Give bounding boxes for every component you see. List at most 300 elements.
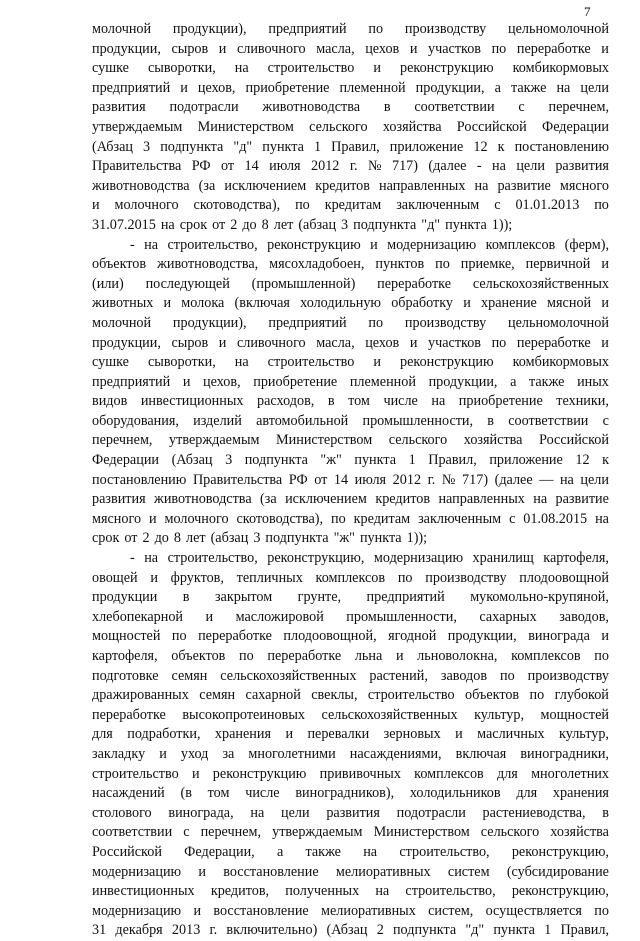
text-line (92, 79, 609, 99)
word: цехов, (197, 79, 236, 96)
word: молочной (92, 21, 152, 37)
word: сливочного (236, 40, 306, 57)
text-line (92, 20, 609, 40)
word: сахарной (245, 687, 301, 704)
word: Российской (539, 432, 609, 449)
word: по (435, 256, 450, 273)
word: масла, (316, 40, 355, 57)
word: производству (527, 667, 609, 684)
word: 2012 (392, 471, 422, 488)
word: переработке (92, 706, 166, 723)
word: фруктов, (170, 569, 224, 586)
word: реконструкцию (212, 765, 307, 782)
word: и (218, 334, 227, 351)
word: подпункта (392, 922, 457, 939)
text-line (92, 431, 609, 451)
word: 717) (462, 471, 489, 488)
word: заводов, (559, 608, 609, 625)
word: животноводства, (157, 256, 259, 273)
word: цели (580, 471, 609, 488)
word: лет (186, 530, 206, 547)
text-line (92, 471, 609, 491)
word: "д" (421, 216, 441, 233)
word: (абзац (298, 216, 337, 233)
word: скотоводства), (236, 510, 324, 527)
word: пункта (445, 216, 487, 233)
text-line (92, 451, 609, 471)
word: масличных (477, 726, 545, 743)
word: 1 (544, 922, 552, 939)
word: предприятий (92, 79, 171, 96)
word: "ж" (333, 530, 355, 547)
word: срок (92, 530, 120, 547)
word: хранение (481, 295, 537, 312)
word: подотрасли (169, 99, 239, 116)
word: Правительства (192, 471, 283, 488)
word: и (180, 79, 188, 96)
word: техники, (556, 393, 609, 410)
word: по (594, 902, 609, 919)
word: (субсидирование (506, 863, 609, 880)
text-line (92, 627, 609, 647)
word: Российской (456, 118, 527, 135)
word: с (494, 197, 501, 214)
word: 1)); (491, 216, 513, 233)
word: и (601, 295, 609, 312)
word: на (160, 216, 175, 233)
word: цельномолочной (508, 21, 609, 37)
word: реконструкцию, (511, 843, 609, 860)
text-line (92, 392, 609, 412)
word: 2 (230, 216, 238, 233)
word: восстановление (213, 902, 309, 919)
word: по (368, 314, 384, 331)
word: г. (349, 158, 358, 175)
word: хранения (214, 726, 272, 743)
word: в (602, 804, 609, 821)
word: продукции, (415, 79, 485, 96)
word: "д" (465, 922, 485, 939)
text-line (92, 529, 609, 549)
text-line (92, 275, 609, 295)
word: направленных (438, 491, 525, 508)
word: и (373, 354, 381, 371)
word: объектов (171, 648, 226, 664)
word: производству (404, 21, 487, 37)
word: 3 (341, 216, 349, 233)
word: пункта (359, 530, 402, 547)
word: а (510, 373, 517, 390)
word: продукции), (172, 314, 247, 331)
word: переработке (516, 334, 591, 351)
word: ягодной (388, 628, 437, 645)
word: 01.01.2013 (515, 197, 580, 214)
word: РФ (288, 471, 308, 488)
text-line (92, 196, 609, 216)
word: масложировой (235, 608, 324, 625)
word: (за (260, 491, 277, 508)
word: утверждаемым (272, 824, 363, 841)
word: уход (180, 745, 209, 762)
word: на (363, 843, 378, 860)
word: свеклы, (311, 687, 358, 704)
word: на (492, 158, 506, 175)
word: и (285, 726, 294, 743)
word: и (601, 256, 609, 273)
word: 717) (391, 158, 418, 175)
word: перечнем, (200, 824, 262, 841)
word: для (516, 785, 538, 802)
word: сливочного (236, 334, 306, 351)
word: сушке (92, 354, 129, 371)
word: первичной (525, 256, 591, 273)
word: и (463, 295, 471, 312)
word: строительство, (399, 843, 490, 860)
word: виноградников), (295, 785, 395, 802)
word: оборудования, (92, 412, 179, 429)
word: том (348, 393, 370, 410)
word: цели (281, 804, 310, 821)
word: № (368, 158, 382, 175)
word: июля (269, 158, 301, 175)
word: скотоводства), (193, 197, 281, 214)
text-line (92, 706, 609, 726)
word: переработке (516, 40, 591, 57)
word: пункта (354, 452, 397, 469)
word: 2 (376, 922, 384, 939)
word: продукции, (92, 334, 161, 351)
word: продукции, (428, 373, 498, 390)
word: строительство (267, 60, 355, 77)
word: культур, (559, 726, 609, 743)
word: развитие (497, 177, 551, 194)
word: продукции (92, 589, 158, 606)
word: соответствии (92, 824, 173, 841)
word: промышленности, (362, 412, 474, 429)
word: перечнем, (548, 99, 609, 116)
word: с (183, 824, 190, 841)
word: 12 (473, 138, 488, 155)
word: г. (427, 471, 436, 488)
word: - (130, 550, 135, 567)
word: приобретение (458, 393, 543, 410)
text-line (92, 667, 609, 687)
word: с (602, 412, 609, 429)
word: лет (273, 216, 294, 233)
word: кредитов (315, 177, 370, 194)
word: столового (92, 804, 152, 821)
word: животноводства (92, 177, 190, 194)
word: 8 (261, 216, 269, 233)
word: на (559, 471, 574, 488)
word: комплексов (315, 569, 386, 586)
word: племенной (339, 79, 406, 96)
word: подпункта (265, 530, 329, 547)
word: закладку (92, 745, 146, 762)
word: культур, (474, 706, 525, 723)
word: цели (516, 158, 545, 175)
word: и (370, 236, 378, 253)
word: 3 (143, 138, 151, 155)
word: сельского (309, 118, 368, 135)
word: развития (92, 491, 146, 508)
word: (ферм), (564, 236, 609, 253)
word: (промышленной) (251, 275, 356, 292)
word: предприятий (268, 21, 347, 37)
word: и (92, 197, 100, 214)
word: Федерации, (184, 843, 255, 860)
word: инвестиционных (92, 883, 195, 900)
word: на (533, 491, 548, 508)
word: иных (577, 373, 609, 390)
word: холодильников (409, 785, 501, 802)
word: РФ (191, 158, 211, 175)
text-line (92, 216, 609, 236)
word: заключенным (418, 510, 502, 527)
word: молока (181, 295, 225, 312)
text-line (92, 549, 609, 569)
word: направленных (379, 177, 466, 194)
word: в (182, 589, 190, 606)
word: комплексов (511, 648, 581, 664)
word: к (602, 452, 609, 469)
word: картофеля, (543, 550, 609, 567)
word: строительство (367, 687, 455, 704)
word: по (529, 687, 545, 704)
word: животноводства (262, 99, 361, 116)
word: (включая (234, 295, 290, 312)
word: также (529, 373, 565, 390)
word: строительство, (167, 550, 258, 567)
word: сыворотки, (147, 354, 216, 371)
word: холодильную (300, 295, 382, 312)
word: Министерством (197, 118, 294, 135)
word: участков (428, 334, 482, 351)
word: по (397, 569, 413, 586)
word: цехов, (203, 373, 241, 390)
word: и (455, 726, 463, 743)
word: включительно) (226, 922, 318, 939)
word: по (594, 648, 609, 664)
word: также (510, 79, 547, 96)
text-line (92, 353, 609, 373)
word: и (159, 745, 167, 762)
word: июля (354, 471, 387, 488)
word: цельномолочной (508, 314, 609, 331)
word: растений, (369, 667, 428, 684)
word: виноградники, (520, 745, 609, 762)
word: (абзац (210, 530, 249, 547)
word: плодоовощной (519, 569, 609, 586)
word: на (234, 354, 249, 371)
word: тепличных (236, 569, 303, 586)
text-line (92, 236, 609, 256)
word: (далее (494, 471, 533, 488)
word: по (171, 628, 187, 645)
word: исключением (285, 491, 367, 508)
word: "ж" (320, 452, 342, 469)
word: участков (428, 40, 482, 57)
word: (Абзац (92, 138, 133, 155)
word: срок (179, 216, 208, 233)
word: объектов (92, 256, 147, 273)
word: сельского (480, 824, 540, 841)
word: и (150, 569, 158, 586)
word: комбикормовых (512, 354, 609, 371)
text-line (92, 255, 609, 275)
word: хранилищ (472, 550, 534, 567)
word: цехов (365, 334, 400, 351)
word: сельскохозяйственных (472, 275, 609, 292)
word: перечнем, (92, 432, 153, 449)
word: (далее (428, 158, 467, 175)
word: строительство (267, 354, 355, 371)
word: (за (198, 177, 216, 194)
word: 1 (408, 452, 416, 469)
word: (в (180, 785, 192, 802)
word: на (144, 550, 159, 567)
word: постановлению (92, 471, 187, 488)
word: сушке (92, 60, 129, 77)
word: хлебопекарной (92, 608, 184, 625)
word: молочного (164, 510, 229, 527)
word: пункта (262, 138, 304, 155)
word: модернизацию (373, 550, 464, 567)
word: по (500, 667, 515, 684)
word: и (193, 902, 202, 919)
word: видов (92, 393, 128, 410)
word: зерновых (383, 726, 441, 743)
word: на (595, 510, 609, 527)
word: винограда, (168, 804, 234, 821)
text-line (92, 373, 609, 393)
word: Правил, (331, 138, 380, 155)
word: развития (326, 804, 380, 821)
word: и (182, 373, 191, 390)
text-line (92, 588, 609, 608)
word: (Абзац (326, 922, 368, 939)
word: реконструкцию, (267, 550, 365, 567)
word: декабря (115, 922, 163, 939)
word: мясного (559, 177, 609, 194)
word: Федерации (92, 452, 160, 469)
text-line (92, 510, 609, 530)
word: 1 (314, 138, 322, 155)
word: молочного (114, 197, 179, 214)
text-line (92, 118, 609, 138)
word: и (191, 765, 200, 782)
text-line (92, 647, 609, 667)
word: последующей (145, 275, 230, 292)
text-line (92, 686, 609, 706)
text-line (92, 843, 609, 863)
word: г. (209, 922, 218, 939)
word: подпункта (244, 452, 308, 469)
word: подработки, (127, 726, 201, 743)
text-line (92, 59, 609, 79)
word: восстановление (223, 863, 319, 880)
word: с (509, 510, 516, 527)
word: масла, (316, 334, 355, 351)
word: глубокой (554, 687, 609, 704)
word: мукомольно-крупяной, (470, 589, 609, 606)
document-body (92, 20, 609, 941)
word: Правил, (560, 922, 609, 939)
word: от (221, 158, 235, 175)
word: № (441, 471, 456, 488)
word: исключением (224, 177, 307, 194)
word: комплексов (414, 765, 484, 782)
word: от (212, 216, 226, 233)
word: в (383, 99, 391, 116)
word: многолетних (531, 765, 609, 782)
word: Правительства (92, 158, 182, 175)
word: 01.08.2015 (523, 510, 588, 527)
word: 2 (142, 530, 150, 547)
word: утверждаемым (169, 432, 260, 449)
word: — (539, 471, 554, 488)
word: развития (92, 99, 146, 116)
word: постановлению (514, 138, 609, 155)
word: кредитов, (210, 883, 270, 900)
word: по (491, 334, 507, 351)
word: модернизацию (387, 236, 477, 253)
word: (Абзац (171, 452, 213, 469)
word: и (601, 40, 609, 57)
word: на (431, 393, 446, 410)
word: мощностей (92, 628, 161, 645)
text-line (92, 412, 609, 432)
word: сельскохозяйственных (220, 667, 357, 684)
word: и (409, 40, 418, 57)
text-line (92, 177, 609, 197)
word: и (601, 334, 609, 351)
word: предприятий (366, 589, 445, 606)
word: пункта (493, 922, 535, 939)
word: растениеводства, (482, 804, 586, 821)
word: и (409, 334, 418, 351)
word: соответствии (414, 99, 495, 116)
word: подпункта (160, 138, 224, 155)
word: от (314, 471, 328, 488)
word: для (92, 726, 113, 743)
word: кредитам (353, 510, 411, 527)
word: систем, (428, 902, 474, 919)
word: мясной (547, 295, 592, 312)
word: на (250, 804, 265, 821)
word: предприятий (92, 373, 171, 390)
word: развития (555, 158, 609, 175)
word: утверждаемым (92, 118, 183, 135)
word: кредитов (375, 491, 431, 508)
word: насаждений (92, 785, 165, 802)
text-line (92, 294, 609, 314)
word: по (295, 197, 310, 214)
word: закрытом (214, 589, 273, 606)
word: приобретение (245, 79, 330, 96)
word: заводов (440, 667, 488, 684)
word: 14 (244, 158, 259, 175)
word: промышленности, (346, 608, 457, 625)
word: животноводства (154, 491, 252, 508)
word: цели (580, 79, 609, 96)
word: картофеля, (92, 648, 158, 664)
word: реконструкцию, (511, 883, 609, 900)
word: а (494, 79, 501, 96)
word: семян (171, 667, 208, 684)
word: приложение (389, 138, 464, 155)
word: 8 (173, 530, 181, 547)
